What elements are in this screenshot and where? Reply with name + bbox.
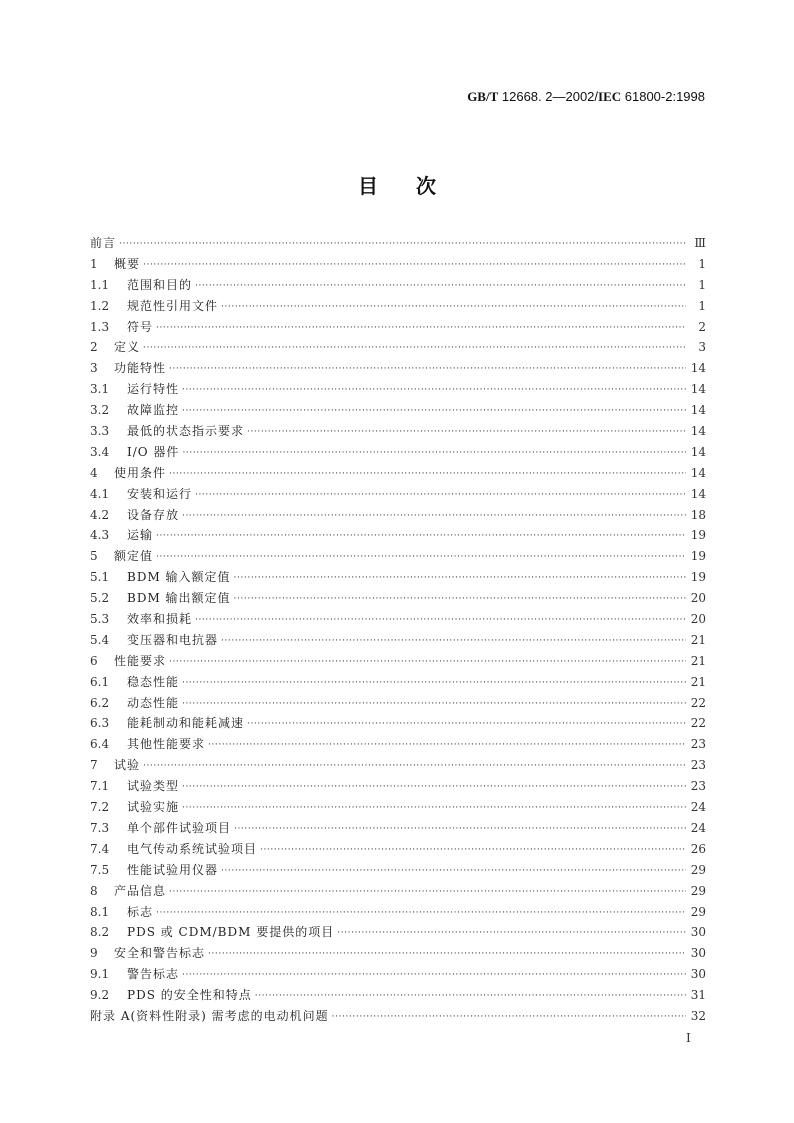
toc-entry-page: 22	[690, 716, 706, 731]
toc-entry-label: 使用条件	[114, 465, 167, 480]
toc-entry[interactable]	[90, 651, 706, 672]
dot-leader	[332, 1007, 686, 1028]
toc-entry-number: 3.3	[90, 424, 110, 439]
toc-entry-number: 4.3	[90, 528, 110, 543]
document-header	[467, 89, 705, 105]
toc-entry-label: 范围和目的	[127, 277, 193, 292]
dot-leader	[143, 255, 686, 276]
toc-entry[interactable]	[90, 525, 706, 546]
toc-entry-number: 6.3	[90, 716, 110, 731]
page-number: I	[686, 1031, 691, 1045]
toc-entry[interactable]	[90, 922, 706, 943]
toc-entry-label: BDM 输出额定值	[127, 591, 231, 606]
toc-entry-number: 1.3	[90, 319, 110, 334]
toc-entry-page: 19	[690, 528, 706, 543]
dot-leader	[208, 944, 686, 965]
toc-entry[interactable]	[90, 797, 706, 818]
toc-entry-number: 4.1	[90, 486, 110, 501]
toc-entry-page: 23	[690, 779, 706, 794]
toc-entry-number: 7.5	[90, 862, 110, 877]
dot-leader	[182, 965, 686, 986]
page-title: 目次	[358, 174, 474, 198]
toc-entry-label: 变压器和电抗器	[127, 632, 219, 647]
toc-entry[interactable]	[90, 776, 706, 797]
dot-leader	[234, 589, 686, 610]
toc-entry-page: 23	[690, 737, 706, 752]
toc-entry[interactable]	[90, 442, 706, 463]
toc-entry-number: 5.4	[90, 632, 110, 647]
toc-entry[interactable]	[90, 463, 706, 484]
toc-entry[interactable]	[90, 233, 706, 254]
dot-leader	[169, 652, 686, 673]
dot-leader	[182, 777, 686, 798]
toc-entry[interactable]	[90, 755, 706, 776]
toc-entry-label: 其他性能要求	[127, 737, 206, 752]
toc-entry-page: 14	[690, 382, 706, 397]
toc-entry[interactable]	[90, 400, 706, 421]
toc-entry-label: 功能特性	[114, 361, 167, 376]
toc-entry-label: 设备存放	[127, 507, 180, 522]
toc-entry-page: 19	[690, 549, 706, 564]
toc-entry-page: 21	[690, 653, 706, 668]
toc-entry-label: 额定值	[114, 549, 154, 564]
toc-entry[interactable]	[90, 254, 706, 275]
dot-leader	[169, 464, 686, 485]
dot-leader	[156, 526, 686, 547]
dot-leader	[143, 338, 686, 359]
toc-entry-number: 7	[90, 758, 98, 773]
toc-entry-label: 产品信息	[114, 883, 167, 898]
standard-number: 12668. 2—2002/	[498, 89, 599, 104]
toc-entry-number: 6	[90, 653, 98, 668]
toc-entry-label: 电气传动系统试验项目	[127, 841, 258, 856]
toc-entry-page: 24	[690, 800, 706, 815]
dot-leader	[208, 735, 686, 756]
toc-entry-label: 安装和运行	[127, 486, 193, 501]
toc-entry-page: 14	[690, 444, 706, 459]
dot-leader	[182, 443, 686, 464]
toc-entry-label: 概要	[114, 256, 141, 271]
toc-entry-number: 8.1	[90, 904, 110, 919]
toc-entry-number: 2	[90, 340, 98, 355]
toc-entry-page: 14	[690, 424, 706, 439]
toc-entry[interactable]	[90, 567, 706, 588]
toc-entry[interactable]	[90, 609, 706, 630]
toc-entry-page: 1	[698, 298, 706, 313]
dot-leader	[119, 234, 686, 255]
toc-entry-number: 1.2	[90, 298, 110, 313]
toc-entry[interactable]	[90, 421, 706, 442]
toc-entry-page: 14	[690, 361, 706, 376]
toc-entry-label: I/O 器件	[127, 444, 180, 459]
dot-leader	[260, 840, 686, 861]
toc-entry-label: 动态性能	[127, 695, 180, 710]
toc-entry[interactable]	[90, 734, 706, 755]
toc-entry-page: 18	[690, 507, 706, 522]
toc-entry-label: PDS 的安全性和特点	[127, 988, 252, 1003]
toc-entry-page: 14	[690, 465, 706, 480]
dot-leader	[169, 882, 686, 903]
toc-entry-number: 5	[90, 549, 98, 564]
dot-leader	[221, 297, 686, 318]
toc-entry-label: 警告标志	[127, 967, 180, 982]
toc-entry[interactable]	[90, 358, 706, 379]
toc-entry-page: 29	[690, 862, 706, 877]
toc-entry-number: 5.1	[90, 570, 110, 585]
toc-entry-number: 9.1	[90, 967, 110, 982]
toc-entry-label: 运行特性	[127, 382, 180, 397]
toc-entry-page: 20	[690, 591, 706, 606]
toc-entry-number: 1	[90, 256, 98, 271]
toc-entry-number: 4	[90, 465, 98, 480]
toc-entry[interactable]	[90, 881, 706, 902]
toc-entry[interactable]	[90, 713, 706, 734]
toc-entry-label: PDS 或 CDM/BDM 要提供的项目	[127, 925, 335, 940]
dot-leader	[182, 694, 686, 715]
dot-leader	[195, 485, 686, 506]
toc-entry-label: 稳态性能	[127, 674, 180, 689]
toc-entry-number: 5.2	[90, 591, 110, 606]
dot-leader	[169, 359, 686, 380]
toc-entry-page: 1	[698, 277, 706, 292]
toc-entry-label: 最低的状态指示要求	[127, 424, 245, 439]
toc-entry-label: 安全和警告标志	[114, 946, 206, 961]
toc-entry[interactable]	[90, 693, 706, 714]
dot-leader	[156, 318, 686, 339]
toc-entry-label: 规范性引用文件	[127, 298, 219, 313]
dot-leader	[182, 798, 686, 819]
toc-entry-page: 2	[698, 319, 706, 334]
toc-entry-number: 3.2	[90, 403, 110, 418]
toc-entry-number: 7.4	[90, 841, 110, 856]
toc-entry-page: 23	[690, 758, 706, 773]
dot-leader	[255, 986, 686, 1007]
toc-entry-number: 7.1	[90, 779, 110, 794]
dot-leader	[234, 568, 686, 589]
dot-leader	[221, 861, 686, 882]
toc-entry[interactable]	[90, 505, 706, 526]
toc-entry-number: 7.2	[90, 800, 110, 815]
toc-entry-page: 29	[690, 883, 706, 898]
toc-entry[interactable]	[90, 672, 706, 693]
toc-entry[interactable]	[90, 943, 706, 964]
toc-entry[interactable]	[90, 964, 706, 985]
dot-leader	[247, 714, 686, 735]
dot-leader	[195, 276, 686, 297]
dot-leader	[247, 422, 686, 443]
dot-leader	[195, 610, 686, 631]
toc-entry[interactable]	[90, 296, 706, 317]
toc-entry-page: 30	[690, 946, 706, 961]
toc-entry[interactable]	[90, 484, 706, 505]
toc-entry-label: 性能要求	[114, 653, 167, 668]
toc-entry-number: 3	[90, 361, 98, 376]
toc-entry-number: 6.1	[90, 674, 110, 689]
toc-entry-number: 3.1	[90, 382, 110, 397]
toc-entry[interactable]	[90, 546, 706, 567]
iec-prefix: IEC	[598, 89, 622, 104]
toc-entry-number: 8.2	[90, 925, 110, 940]
toc-entry[interactable]	[90, 317, 706, 338]
table-of-contents	[90, 233, 706, 1027]
toc-entry-page: 20	[690, 612, 706, 627]
toc-entry-page: 32	[690, 1008, 706, 1023]
dot-leader	[337, 923, 686, 944]
toc-entry-page: 24	[690, 820, 706, 835]
toc-entry[interactable]	[90, 337, 706, 358]
toc-entry-page: 14	[690, 403, 706, 418]
dot-leader	[156, 547, 686, 568]
toc-entry-number: 8	[90, 883, 98, 898]
toc-entry-label: 附录 A(资料性附录) 需考虑的电动机问题	[90, 1008, 329, 1023]
toc-entry-label: 效率和损耗	[127, 612, 193, 627]
toc-entry[interactable]	[90, 860, 706, 881]
toc-entry-number: 5.3	[90, 612, 110, 627]
toc-entry-page: 31	[690, 988, 706, 1003]
toc-entry-label: 标志	[127, 904, 154, 919]
toc-entry-label: BDM 输入额定值	[127, 570, 231, 585]
toc-entry-number: 9.2	[90, 988, 110, 1003]
toc-entry[interactable]	[90, 985, 706, 1006]
dot-leader	[234, 819, 686, 840]
toc-entry[interactable]	[90, 1006, 706, 1027]
toc-entry-label: 性能试验用仪器	[127, 862, 219, 877]
dot-leader	[221, 631, 686, 652]
toc-entry-page: Ⅲ	[694, 236, 706, 250]
toc-entry-page: 14	[690, 486, 706, 501]
toc-entry-page: 22	[690, 695, 706, 710]
toc-entry-number: 4.2	[90, 507, 110, 522]
toc-entry-number: 1.1	[90, 277, 110, 292]
dot-leader	[182, 673, 686, 694]
toc-entry-label: 前言	[90, 236, 117, 250]
toc-entry-number: 7.3	[90, 820, 110, 835]
dot-leader	[182, 401, 686, 422]
toc-entry-label: 符号	[127, 319, 154, 334]
toc-entry-label: 试验类型	[127, 779, 180, 794]
toc-entry-page: 1	[698, 256, 706, 271]
dot-leader	[182, 380, 686, 401]
standard-prefix: GB/T	[467, 89, 499, 104]
toc-entry-number: 6.4	[90, 737, 110, 752]
dot-leader	[156, 903, 686, 924]
toc-entry-page: 29	[690, 904, 706, 919]
dot-leader	[143, 756, 686, 777]
dot-leader	[182, 506, 686, 527]
toc-entry[interactable]	[90, 275, 706, 296]
toc-entry[interactable]	[90, 902, 706, 923]
toc-entry-label: 试验	[114, 758, 141, 773]
toc-entry-number: 6.2	[90, 695, 110, 710]
toc-entry-number: 3.4	[90, 444, 110, 459]
toc-entry-page: 19	[690, 570, 706, 585]
toc-entry[interactable]	[90, 818, 706, 839]
toc-entry-label: 定义	[114, 340, 141, 355]
toc-entry-page: 21	[690, 632, 706, 647]
iec-number: 61800-2:1998	[621, 89, 705, 104]
toc-entry-page: 30	[690, 925, 706, 940]
toc-entry-label: 能耗制动和能耗减速	[127, 716, 245, 731]
toc-entry-page: 3	[698, 340, 706, 355]
toc-entry-label: 运输	[127, 528, 154, 543]
toc-entry[interactable]	[90, 379, 706, 400]
toc-entry-page: 26	[690, 841, 706, 856]
toc-entry-number: 9	[90, 946, 98, 961]
toc-entry-label: 试验实施	[127, 800, 180, 815]
toc-entry[interactable]	[90, 588, 706, 609]
toc-entry[interactable]	[90, 839, 706, 860]
toc-entry-label: 单个部件试验项目	[127, 820, 232, 835]
toc-entry-label: 故障监控	[127, 403, 180, 418]
toc-entry[interactable]	[90, 630, 706, 651]
toc-entry-page: 21	[690, 674, 706, 689]
toc-entry-page: 30	[690, 967, 706, 982]
